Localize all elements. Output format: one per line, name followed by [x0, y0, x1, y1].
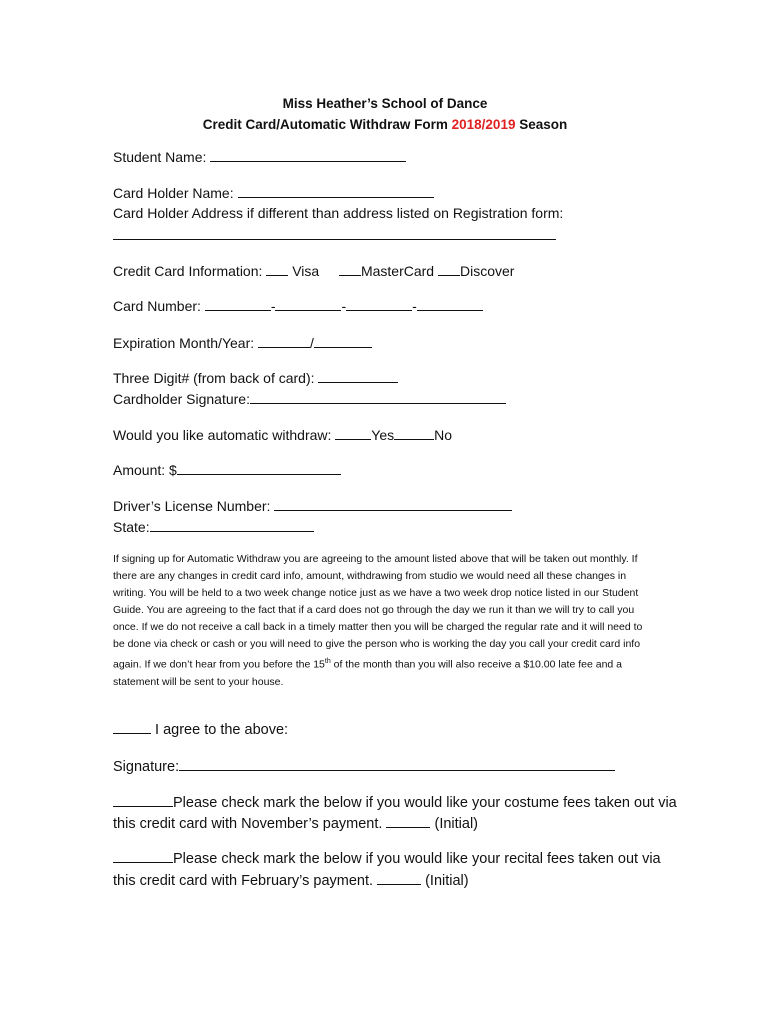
- costume-initial-field[interactable]: [386, 814, 430, 828]
- cardholder-signature-field[interactable]: [250, 390, 506, 404]
- form-title: [0, 117, 770, 132]
- card-number-label: Card Number:: [113, 298, 201, 314]
- terms-part2: of the month than you will also receive a $10.00 late fee and a statement will be sent to your house.: [113, 658, 623, 688]
- card-holder-name-label: Card Holder Name:: [113, 185, 234, 201]
- card-holder-name-field[interactable]: [238, 184, 434, 198]
- visa-label: Visa: [292, 263, 320, 279]
- expiration-year-field[interactable]: [314, 334, 372, 348]
- card-number-row: Card Number: - - -: [113, 297, 483, 314]
- costume-checkbox[interactable]: [113, 793, 173, 807]
- yes-checkbox[interactable]: [335, 426, 371, 440]
- expiration-label: Expiration Month/Year:: [113, 335, 255, 351]
- school-name: Miss Heather’s School of Dance: [282, 96, 488, 111]
- card-holder-address-label: Card Holder Address if different than address listed on Registration form:: [113, 205, 564, 221]
- no-label: No: [434, 427, 453, 443]
- visa-checkbox[interactable]: [266, 262, 288, 276]
- three-digit-field[interactable]: [318, 369, 398, 383]
- state-field[interactable]: [150, 518, 314, 532]
- card-number-group-4[interactable]: [417, 297, 483, 311]
- no-checkbox[interactable]: [394, 426, 434, 440]
- agree-label: I agree to the above:: [155, 722, 289, 738]
- card-holder-address-field[interactable]: [113, 238, 556, 240]
- expiration-month-field[interactable]: [258, 334, 310, 348]
- costume-line2-text: this credit card with November’s payment.: [113, 816, 387, 832]
- amount-label: Amount: $: [113, 462, 177, 478]
- recital-line-1: [113, 849, 661, 867]
- cardholder-signature-row: [113, 390, 506, 407]
- state-row: [113, 518, 314, 535]
- discover-checkbox[interactable]: [438, 262, 460, 276]
- state-label: State:: [113, 519, 150, 535]
- costume-line-1: [113, 793, 677, 811]
- recital-line-2: [113, 871, 469, 889]
- form-title-suffix: Season: [515, 117, 568, 132]
- amount-row: [113, 461, 341, 478]
- discover-label: Discover: [459, 263, 515, 279]
- mastercard-label: MasterCard: [360, 263, 435, 279]
- card-holder-name-row: [113, 184, 434, 201]
- student-name-label: Student Name:: [113, 149, 207, 165]
- card-number-group-1[interactable]: [205, 297, 271, 311]
- drivers-license-row: [113, 497, 512, 514]
- student-name-field[interactable]: [210, 148, 406, 162]
- recital-initial-label: (Initial): [425, 873, 469, 889]
- auto-withdraw-label: Would you like automatic withdraw:: [113, 427, 332, 443]
- recital-checkbox[interactable]: [113, 849, 173, 863]
- season-years: 2018/2019: [451, 117, 516, 132]
- mastercard-checkbox[interactable]: [339, 262, 361, 276]
- recital-initial-field[interactable]: [377, 871, 421, 885]
- card-number-group-2[interactable]: [275, 297, 341, 311]
- agree-checkbox[interactable]: [113, 720, 151, 734]
- student-name-row: [113, 148, 406, 165]
- expiration-separator: /: [310, 335, 314, 351]
- yes-label: Yes: [371, 427, 395, 443]
- costume-line1-text: Please check mark the below if you would like your costume fees taken out via: [173, 795, 677, 811]
- drivers-license-field[interactable]: [274, 497, 512, 511]
- terms-ordinal-suffix: th: [324, 658, 331, 665]
- three-digit-label: Three Digit# (from back of card):: [113, 370, 315, 386]
- recital-line1-text: Please check mark the below if you would like your recital fees taken out via: [173, 851, 661, 867]
- form-title-prefix: Credit Card/Automatic Withdraw Form: [202, 117, 452, 132]
- signature-field[interactable]: [179, 757, 615, 771]
- three-digit-row: [113, 369, 398, 386]
- signature-label: Signature:: [113, 759, 180, 775]
- card-number-group-3[interactable]: [346, 297, 412, 311]
- agree-row: [113, 720, 288, 738]
- terms-paragraph: [113, 551, 653, 691]
- terms-part1: If signing up for Automatic Withdraw you are agreeing to the amount listed above that will be taken out monthly. If there are any changes in credit card info, amount, withdrawing from studio we would need all these changes in writing. You will be held to a two week change notice just as we have a two week drop notice listed in our Student Guide. You are agreeing to the fact that if a card does not go through the day we run it than we will try to call you once. If we do not receive a call back in a timely matter then you will be charged the regular rate and it will need to be done via check or cash or you will need to give the person who is working the day you call your credit card info again. If we don’t hear from you before the 15: [113, 553, 643, 671]
- drivers-license-label: Driver’s License Number:: [113, 498, 271, 514]
- card-info-label: Credit Card Information:: [113, 263, 263, 279]
- costume-line-2: [113, 814, 478, 832]
- signature-row: [113, 757, 615, 775]
- recital-line2-text: this credit card with February’s payment.: [113, 873, 378, 889]
- auto-withdraw-row: [113, 426, 452, 443]
- amount-field[interactable]: [177, 461, 341, 475]
- costume-initial-label: (Initial): [434, 816, 479, 832]
- card-info-row: [113, 262, 514, 279]
- expiration-row: [113, 334, 372, 351]
- cardholder-signature-label: Cardholder Signature:: [113, 391, 250, 407]
